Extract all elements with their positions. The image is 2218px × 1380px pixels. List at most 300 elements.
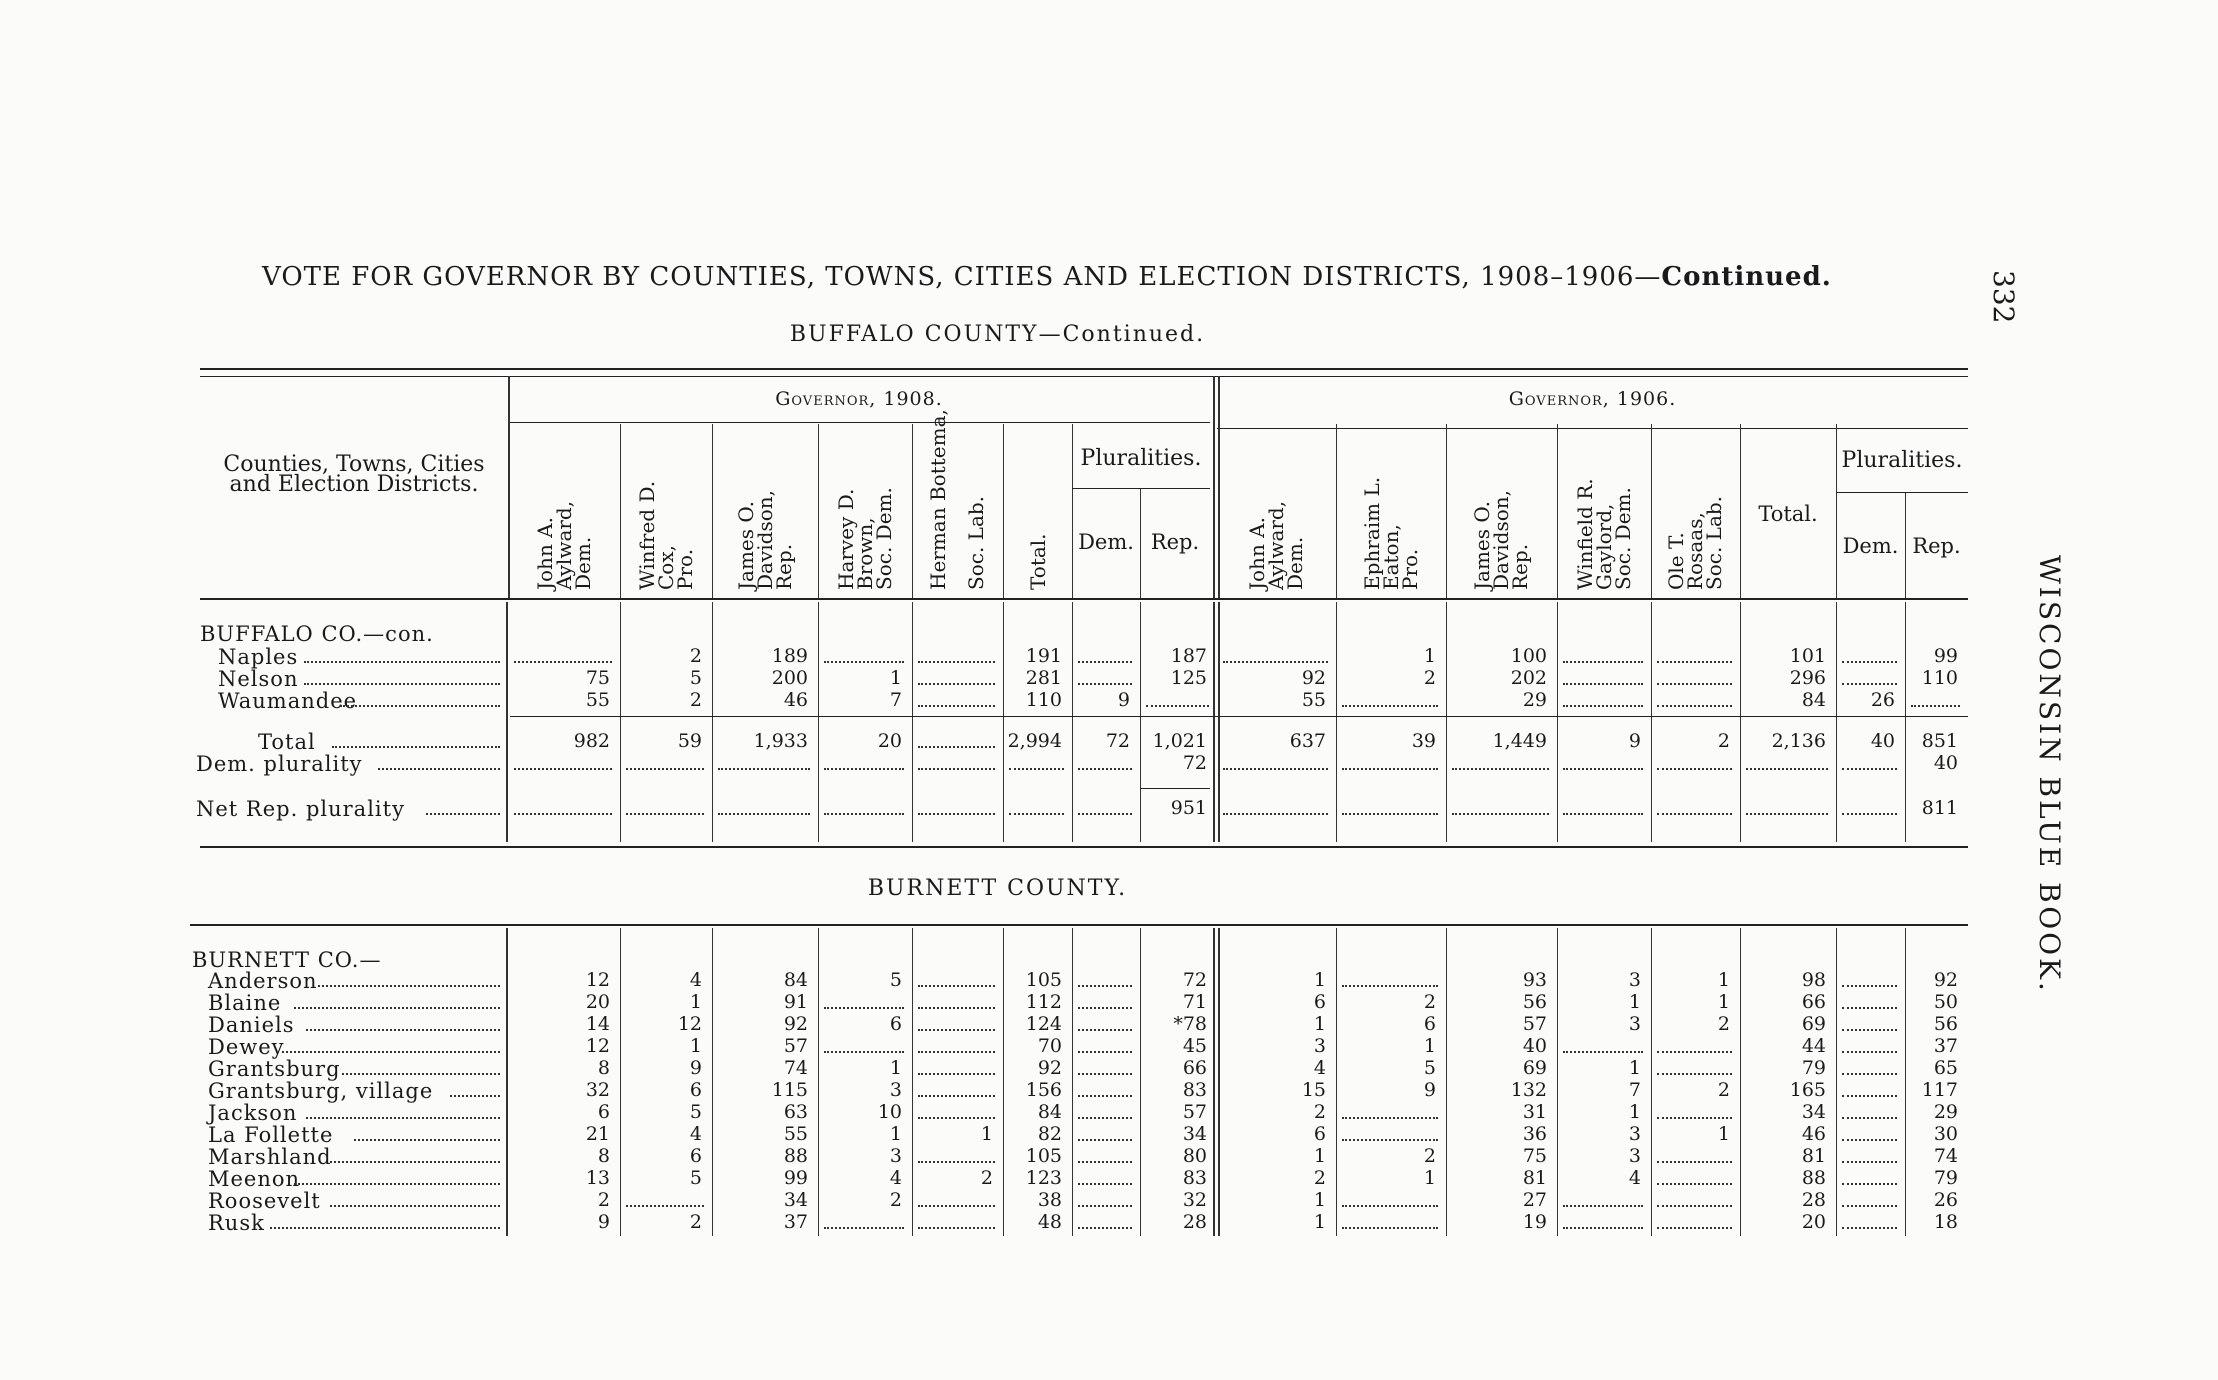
burnett-row-cell: 6: [1423, 1013, 1436, 1035]
buffalo-net-rep-row-empty-cell: [718, 813, 810, 815]
group-header-1906: Governor, 1906.: [1508, 388, 1677, 410]
burnett-row-cell: 18: [1933, 1211, 1958, 1233]
buffalo-dem-plurality-row-label: Dem. plurality: [196, 752, 363, 776]
buffalo-total-row-cell: 1,021: [1152, 730, 1207, 752]
buffalo-row-empty-cell: [1146, 705, 1209, 707]
buffalo-row-cell: 2: [689, 689, 702, 711]
burnett-row-cell: *78: [1173, 1013, 1207, 1035]
burnett-row-empty-cell: [1842, 1227, 1897, 1229]
body-vline: [1557, 602, 1558, 842]
buffalo-row-cell: 191: [1025, 645, 1062, 667]
buffalo-total-row-cell: 851: [1921, 730, 1958, 752]
burnett-row-label: Dewey: [208, 1035, 285, 1059]
buffalo-row-cell: 99: [1933, 645, 1958, 667]
burnett-row-label: Grantsburg, village: [208, 1079, 434, 1103]
buffalo-row-cell: 187: [1170, 645, 1207, 667]
burnett-row-cell: 1: [1628, 991, 1641, 1013]
candidate-header-1906-4: [1651, 430, 1740, 590]
burnett-row-cell: 1: [1628, 1101, 1641, 1123]
buffalo-dem-plurality-row-cell: 40: [1933, 752, 1958, 774]
candidate-header-1908-4: [912, 409, 1003, 590]
burnett-row-cell: 98: [1801, 969, 1826, 991]
burnett-row-empty-cell: [1842, 1095, 1897, 1097]
burnett-row-cell: 57: [1522, 1013, 1547, 1035]
burnett-row-cell: 36: [1522, 1123, 1547, 1145]
burnett-row-cell: 28: [1801, 1189, 1826, 1211]
buffalo-dem-plurality-row-empty-cell: [824, 768, 904, 770]
burnett-row-cell: 69: [1801, 1013, 1826, 1035]
burnett-row-empty-cell: [1078, 1205, 1132, 1207]
burnett-row-empty-cell: [1657, 1205, 1732, 1207]
burnett-row-cell: 26: [1933, 1189, 1958, 1211]
burnett-row-cell: 1: [1423, 1035, 1436, 1057]
burnett-row-empty-cell: [824, 1227, 904, 1229]
buffalo-row-empty-cell: [824, 661, 904, 663]
body-vline: [1072, 928, 1073, 1236]
burnett-row-cell: 74: [1933, 1145, 1958, 1167]
burnett-row-cell: 8: [597, 1145, 610, 1167]
buffalo-row-empty-cell: [514, 661, 612, 663]
buffalo-row-empty-cell: [1563, 661, 1643, 663]
burnett-row-cell: 32: [1182, 1189, 1207, 1211]
group-header-1908: Governor, 1908.: [775, 388, 943, 410]
candidate-header-1908-4-label: Herman Bottema, Soc. Lab.: [926, 409, 988, 590]
burnett-row-empty-cell: [1657, 1161, 1732, 1163]
burnett-row-cell: 34: [1801, 1101, 1826, 1123]
burnett-row-cell: 84: [1037, 1101, 1062, 1123]
burnett-row-cell: 112: [1025, 991, 1062, 1013]
burnett-row-cell: 1: [1313, 1145, 1326, 1167]
buffalo-dem-plurality-row-empty-cell: [1842, 768, 1897, 770]
candidate-header-1908-1-label: Winfred D. Cox, Pro.: [634, 480, 697, 590]
body-vline: [1836, 602, 1837, 842]
section-title-burnett: BURNETT COUNTY.: [867, 876, 1128, 901]
burnett-row-leader: [330, 1205, 500, 1207]
buffalo-row-empty-cell: [918, 683, 995, 685]
burnett-row-cell: 4: [689, 969, 702, 991]
buffalo-row-cell: 55: [585, 689, 610, 711]
burnett-row-cell: 81: [1522, 1167, 1547, 1189]
body-vline: [1740, 602, 1741, 842]
buffalo-total-row-cell: 1,933: [753, 730, 808, 752]
pluralities-rule-1906: [1836, 492, 1968, 493]
burnett-row-cell: 19: [1522, 1211, 1547, 1233]
buffalo-total-row-cell: 637: [1289, 730, 1326, 752]
burnett-row-cell: 32: [585, 1079, 610, 1101]
burnett-row-cell: 1: [1717, 969, 1730, 991]
burnett-row-cell: 6: [889, 1013, 902, 1035]
buffalo-row-label: Nelson: [218, 667, 299, 691]
burnett-row-cell: 124: [1025, 1013, 1062, 1035]
buffalo-row-empty-cell: [1563, 705, 1643, 707]
burnett-row-cell: 50: [1933, 991, 1958, 1013]
burnett-row-cell: 3: [1313, 1035, 1326, 1057]
burnett-row-empty-cell: [1842, 1117, 1897, 1119]
burnett-row-empty-cell: [1078, 1227, 1132, 1229]
burnett-row-label: Anderson: [208, 969, 318, 993]
buffalo-total-row-cell: 59: [677, 730, 702, 752]
burnett-row-cell: 6: [1313, 991, 1326, 1013]
burnett-row-cell: 9: [1423, 1079, 1436, 1101]
burnett-row-cell: 88: [1801, 1167, 1826, 1189]
burnett-row-cell: 2: [1717, 1079, 1730, 1101]
buffalo-row-cell: 1: [1423, 645, 1436, 667]
burnett-row-label: Jackson: [208, 1101, 298, 1125]
candidate-header-1906-1: [1336, 430, 1446, 590]
buffalo-net-rep-row-empty-cell: [1657, 813, 1732, 815]
burnett-row-cell: 2: [1313, 1167, 1326, 1189]
burnett-row-empty-cell: [1657, 1117, 1732, 1119]
buffalo-total-row-cell: 72: [1105, 730, 1130, 752]
buffalo-row-cell: 9: [1117, 689, 1130, 711]
buffalo-dem-plurality-row-empty-cell: [1746, 768, 1828, 770]
burnett-row-cell: 3: [1628, 1145, 1641, 1167]
burnett-row-cell: 1: [1717, 991, 1730, 1013]
burnett-row-cell: 165: [1789, 1079, 1826, 1101]
buffalo-net-rep-row-empty-cell: [1342, 813, 1438, 815]
burnett-row-cell: 38: [1037, 1189, 1062, 1211]
burnett-row-cell: 5: [889, 969, 902, 991]
burnett-row-cell: 40: [1522, 1035, 1547, 1057]
buffalo-row-cell: 101: [1789, 645, 1826, 667]
buffalo-row-label: Naples: [218, 645, 299, 669]
buffalo-net-rep-row-label: Net Rep. plurality: [196, 797, 405, 821]
body-vline: [1072, 602, 1073, 842]
burnett-row-label: Daniels: [208, 1013, 295, 1037]
buffalo-row-cell: 84: [1801, 689, 1826, 711]
burnett-row-cell: 69: [1522, 1057, 1547, 1079]
burnett-row-cell: 71: [1182, 991, 1207, 1013]
candidate-header-1906-3-label: Winfield R. Gaylord, Soc. Dem.: [1572, 478, 1635, 590]
candidate-header-1906-3: [1557, 430, 1651, 590]
burnett-row-cell: 2: [597, 1189, 610, 1211]
buffalo-row-cell: 29: [1522, 689, 1547, 711]
burnett-row-cell: 9: [689, 1057, 702, 1079]
burnett-row-cell: 79: [1801, 1057, 1826, 1079]
burnett-row-cell: 34: [1182, 1123, 1207, 1145]
top-rule-inner: [200, 376, 1968, 377]
buffalo-dem-plurality-row-empty-cell: [1452, 768, 1549, 770]
burnett-row-cell: 105: [1025, 1145, 1062, 1167]
burnett-row-cell: 12: [677, 1013, 702, 1035]
buffalo-net-rep-row-empty-cell: [626, 813, 704, 815]
burnett-row-empty-cell: [626, 1205, 704, 1207]
burnett-row-empty-cell: [1842, 985, 1897, 987]
burnett-row-cell: 27: [1522, 1189, 1547, 1211]
burnett-row-cell: 93: [1522, 969, 1547, 991]
buffalo-net-rep-row-empty-cell: [1078, 813, 1132, 815]
burnett-row-empty-cell: [1563, 1227, 1643, 1229]
buffalo-row-empty-cell: [1657, 705, 1732, 707]
page-title: VOTE FOR GOVERNOR BY COUNTIES, TOWNS, CITIES AND ELECTION DISTRICTS, 1908–1906—Continued.: [262, 262, 1832, 292]
burnett-row-empty-cell: [1342, 1117, 1438, 1119]
rep-header-1906: Rep.: [1912, 534, 1961, 558]
buffalo-total-row-cell: 2,136: [1771, 730, 1826, 752]
burnett-row-empty-cell: [918, 1205, 995, 1207]
burnett-row-cell: 117: [1921, 1079, 1958, 1101]
body-vline: [620, 602, 621, 842]
burnett-row-cell: 48: [1037, 1211, 1062, 1233]
burnett-row-cell: 1: [689, 991, 702, 1013]
burnett-row-cell: 20: [1801, 1211, 1826, 1233]
burnett-row-cell: 2: [889, 1189, 902, 1211]
burnett-row-empty-cell: [918, 985, 995, 987]
buffalo-row-leader: [340, 705, 500, 707]
buffalo-dem-plurality-row-empty-cell: [1009, 768, 1064, 770]
buffalo-subtotal-rule: [510, 716, 1968, 717]
burnett-row-leader: [342, 1073, 500, 1075]
burnett-row-empty-cell: [918, 1117, 995, 1119]
buffalo-row-cell: 281: [1025, 667, 1062, 689]
buffalo-row-cell: 200: [771, 667, 808, 689]
burnett-row-cell: 6: [689, 1079, 702, 1101]
buffalo-dem-plurality-row-empty-cell: [626, 768, 704, 770]
burnett-row-cell: 15: [1301, 1079, 1326, 1101]
pluralities-header-1906: Pluralities.: [1841, 448, 1963, 473]
burnett-row-cell: 123: [1025, 1167, 1062, 1189]
buffalo-net-rep-row-empty-cell: [514, 813, 612, 815]
header-bottom-rule: [200, 598, 1968, 600]
burnett-row-cell: 1: [889, 1057, 902, 1079]
body-vline: [712, 602, 713, 842]
buffalo-total-row-cell: 2: [1717, 730, 1730, 752]
burnett-row-cell: 4: [1628, 1167, 1641, 1189]
buffalo-row-empty-cell: [1842, 661, 1897, 663]
buffalo-row-leader: [304, 683, 500, 685]
buffalo-row-empty-cell: [1223, 661, 1328, 663]
body-vline: [1336, 602, 1337, 842]
burnett-row-empty-cell: [824, 1007, 904, 1009]
burnett-row-cell: 88: [783, 1145, 808, 1167]
burnett-row-cell: 3: [1628, 1123, 1641, 1145]
burnett-row-cell: 5: [1423, 1057, 1436, 1079]
burnett-row-cell: 5: [689, 1101, 702, 1123]
candidate-header-1908-2-label: James O. Davidson, Rep.: [733, 490, 796, 590]
top-rule: [200, 368, 1968, 370]
buffalo-net-rep-row-cell: 811: [1921, 797, 1958, 819]
body-vline: [912, 602, 913, 842]
buffalo-dem-plurality-row-empty-cell: [718, 768, 810, 770]
burnett-row-cell: 63: [783, 1101, 808, 1123]
burnett-row-cell: 14: [585, 1013, 610, 1035]
burnett-row-cell: 105: [1025, 969, 1062, 991]
burnett-row-empty-cell: [1078, 1073, 1132, 1075]
burnett-row-cell: 20: [585, 991, 610, 1013]
burnett-row-cell: 57: [783, 1035, 808, 1057]
burnett-row-cell: 83: [1182, 1079, 1207, 1101]
dem-header-1906: Dem.: [1842, 534, 1899, 558]
dem-header-1908: Dem.: [1078, 530, 1134, 554]
burnett-row-cell: 92: [783, 1013, 808, 1035]
buffalo-total-row-cell: 39: [1411, 730, 1436, 752]
candidate-header-1908-0: [508, 430, 620, 590]
buffalo-net-rep-row-empty-cell: [1009, 813, 1064, 815]
burnett-row-cell: 1: [1628, 1057, 1641, 1079]
burnett-row-cell: 2: [1313, 1101, 1326, 1123]
burnett-row-empty-cell: [1078, 1161, 1132, 1163]
burnett-row-leader: [294, 1007, 500, 1009]
candidate-header-1908-3: [818, 430, 912, 590]
burnett-row-empty-cell: [1657, 1227, 1732, 1229]
burnett-row-leader: [330, 1161, 500, 1163]
buffalo-total-row-cell: 982: [573, 730, 610, 752]
net-rule-1908: [1140, 788, 1210, 789]
burnett-row-cell: 132: [1510, 1079, 1547, 1101]
burnett-row-cell: 66: [1801, 991, 1826, 1013]
burnett-row-cell: 3: [1628, 969, 1641, 991]
burnett-row-empty-cell: [1078, 1095, 1132, 1097]
burnett-row-cell: 4: [689, 1123, 702, 1145]
buffalo-row-label: Waumandee: [218, 689, 358, 713]
burnett-row-cell: 21: [585, 1123, 610, 1145]
burnett-row-cell: 84: [783, 969, 808, 991]
burnett-row-empty-cell: [824, 1051, 904, 1053]
burnett-row-cell: 9: [597, 1211, 610, 1233]
buffalo-row-empty-cell: [1078, 661, 1132, 663]
burnett-row-cell: 57: [1182, 1101, 1207, 1123]
buffalo-dem-plurality-row-empty-cell: [1223, 768, 1328, 770]
buffalo-row-cell: 7: [889, 689, 902, 711]
burnett-row-cell: 8: [597, 1057, 610, 1079]
body-vline-double: [1213, 928, 1215, 1236]
buffalo-row-cell: 100: [1510, 645, 1547, 667]
burnett-row-empty-cell: [918, 1095, 995, 1097]
buffalo-net-rep-row-empty-cell: [918, 813, 995, 815]
burnett-row-cell: 12: [585, 969, 610, 991]
burnett-row-cell: 92: [1037, 1057, 1062, 1079]
buffalo-total-row-label: Total: [258, 730, 316, 754]
pluralities-header-1908: Pluralities.: [1080, 446, 1202, 471]
burnett-row-cell: 66: [1182, 1057, 1207, 1079]
buffalo-row-cell: 202: [1510, 667, 1547, 689]
burnett-heading: BURNETT CO.—: [192, 948, 382, 972]
burnett-row-empty-cell: [1842, 1205, 1897, 1207]
burnett-row-cell: 65: [1933, 1057, 1958, 1079]
header-vline-double: [1213, 376, 1215, 598]
burnett-row-cell: 6: [689, 1145, 702, 1167]
burnett-row-cell: 12: [585, 1035, 610, 1057]
burnett-row-cell: 115: [771, 1079, 808, 1101]
burnett-row-cell: 6: [1313, 1123, 1326, 1145]
buffalo-dem-plurality-row-empty-cell: [514, 768, 612, 770]
rep-header-1908: Rep.: [1150, 530, 1200, 554]
burnett-row-cell: 46: [1801, 1123, 1826, 1145]
burnett-row-empty-cell: [918, 1161, 995, 1163]
buffalo-row-cell: 110: [1921, 667, 1958, 689]
burnett-row-cell: 2: [1717, 1013, 1730, 1035]
buffalo-bottom-rule: [200, 846, 1968, 848]
burnett-row-cell: 2: [1423, 991, 1436, 1013]
burnett-row-cell: 1: [1313, 969, 1326, 991]
burnett-row-empty-cell: [1078, 1007, 1132, 1009]
burnett-row-cell: 44: [1801, 1035, 1826, 1057]
candidate-header-1908-2: [712, 430, 818, 590]
burnett-row-cell: 45: [1182, 1035, 1207, 1057]
burnett-row-cell: 29: [1933, 1101, 1958, 1123]
burnett-row-empty-cell: [1842, 1073, 1897, 1075]
burnett-row-leader: [270, 1227, 500, 1229]
burnett-row-empty-cell: [1078, 1051, 1132, 1053]
total-header-1908-label: Total.: [1025, 533, 1050, 590]
buffalo-net-rep-row-empty-cell: [1223, 813, 1328, 815]
burnett-row-empty-cell: [1657, 1051, 1732, 1053]
body-vline: [1651, 602, 1652, 842]
candidate-header-1906-1-label: Ephraim L. Eaton, Pro.: [1359, 476, 1422, 590]
buffalo-total-row-empty-cell: [918, 746, 995, 748]
burnett-row-label: Grantsburg: [208, 1057, 341, 1081]
buffalo-row-cell: 92: [1301, 667, 1326, 689]
burnett-row-cell: 70: [1037, 1035, 1062, 1057]
burnett-row-cell: 99: [783, 1167, 808, 1189]
burnett-row-empty-cell: [1563, 1205, 1643, 1207]
page-number: 332: [1987, 270, 2020, 324]
body-vline: [818, 602, 819, 842]
burnett-row-cell: 1: [1313, 1211, 1326, 1233]
burnett-row-leader: [306, 1029, 500, 1031]
burnett-row-cell: 56: [1522, 991, 1547, 1013]
burnett-row-cell: 37: [1933, 1035, 1958, 1057]
buffalo-net-rep-row-empty-cell: [1563, 813, 1643, 815]
burnett-row-empty-cell: [918, 1073, 995, 1075]
burnett-row-leader: [450, 1095, 500, 1097]
buffalo-net-rep-row-cell: 951: [1170, 797, 1207, 819]
buffalo-row-cell: 2: [689, 645, 702, 667]
body-vline-double: [1213, 602, 1215, 842]
burnett-row-empty-cell: [1842, 1007, 1897, 1009]
burnett-row-cell: 75: [1522, 1145, 1547, 1167]
burnett-row-empty-cell: [918, 1007, 995, 1009]
buffalo-net-rep-row-empty-cell: [1452, 813, 1549, 815]
buffalo-row-cell: 75: [585, 667, 610, 689]
buffalo-row-cell: 2: [1423, 667, 1436, 689]
burnett-row-cell: 3: [889, 1145, 902, 1167]
buffalo-net-rep-row-empty-cell: [1746, 813, 1828, 815]
buffalo-total-row-cell: 40: [1870, 730, 1895, 752]
burnett-row-cell: 5: [689, 1167, 702, 1189]
burnett-row-empty-cell: [1078, 985, 1132, 987]
buffalo-row-cell: 189: [771, 645, 808, 667]
burnett-row-cell: 1: [1313, 1189, 1326, 1211]
burnett-row-cell: 3: [889, 1079, 902, 1101]
candidate-header-1906-0-label: John A. Aylward, Dem.: [1245, 500, 1307, 590]
burnett-row-empty-cell: [1342, 985, 1438, 987]
burnett-row-empty-cell: [1078, 1183, 1132, 1185]
burnett-row-cell: 1: [1313, 1013, 1326, 1035]
buffalo-total-row-leader: [332, 746, 500, 748]
buffalo-total-row-cell: 9: [1628, 730, 1641, 752]
burnett-row-empty-cell: [1342, 1205, 1438, 1207]
burnett-row-empty-cell: [1657, 1073, 1732, 1075]
burnett-row-empty-cell: [1842, 1139, 1897, 1141]
buffalo-row-cell: 26: [1870, 689, 1895, 711]
burnett-row-cell: 80: [1182, 1145, 1207, 1167]
buffalo-row-cell: 1: [889, 667, 902, 689]
candidate-header-1906-0: [1217, 430, 1336, 590]
burnett-row-cell: 37: [783, 1211, 808, 1233]
burnett-row-label: Roosevelt: [208, 1189, 321, 1213]
burnett-row-empty-cell: [1078, 1117, 1132, 1119]
group-rule-1906: [1217, 428, 1968, 429]
buffalo-row-leader: [304, 661, 500, 663]
buffalo-row-empty-cell: [1563, 683, 1643, 685]
buffalo-row-cell: 46: [783, 689, 808, 711]
buffalo-row-empty-cell: [1342, 705, 1438, 707]
burnett-row-empty-cell: [918, 1051, 995, 1053]
burnett-row-cell: 56: [1933, 1013, 1958, 1035]
burnett-row-cell: 13: [585, 1167, 610, 1189]
burnett-row-leader: [282, 1051, 500, 1053]
burnett-row-cell: 4: [1313, 1057, 1326, 1079]
